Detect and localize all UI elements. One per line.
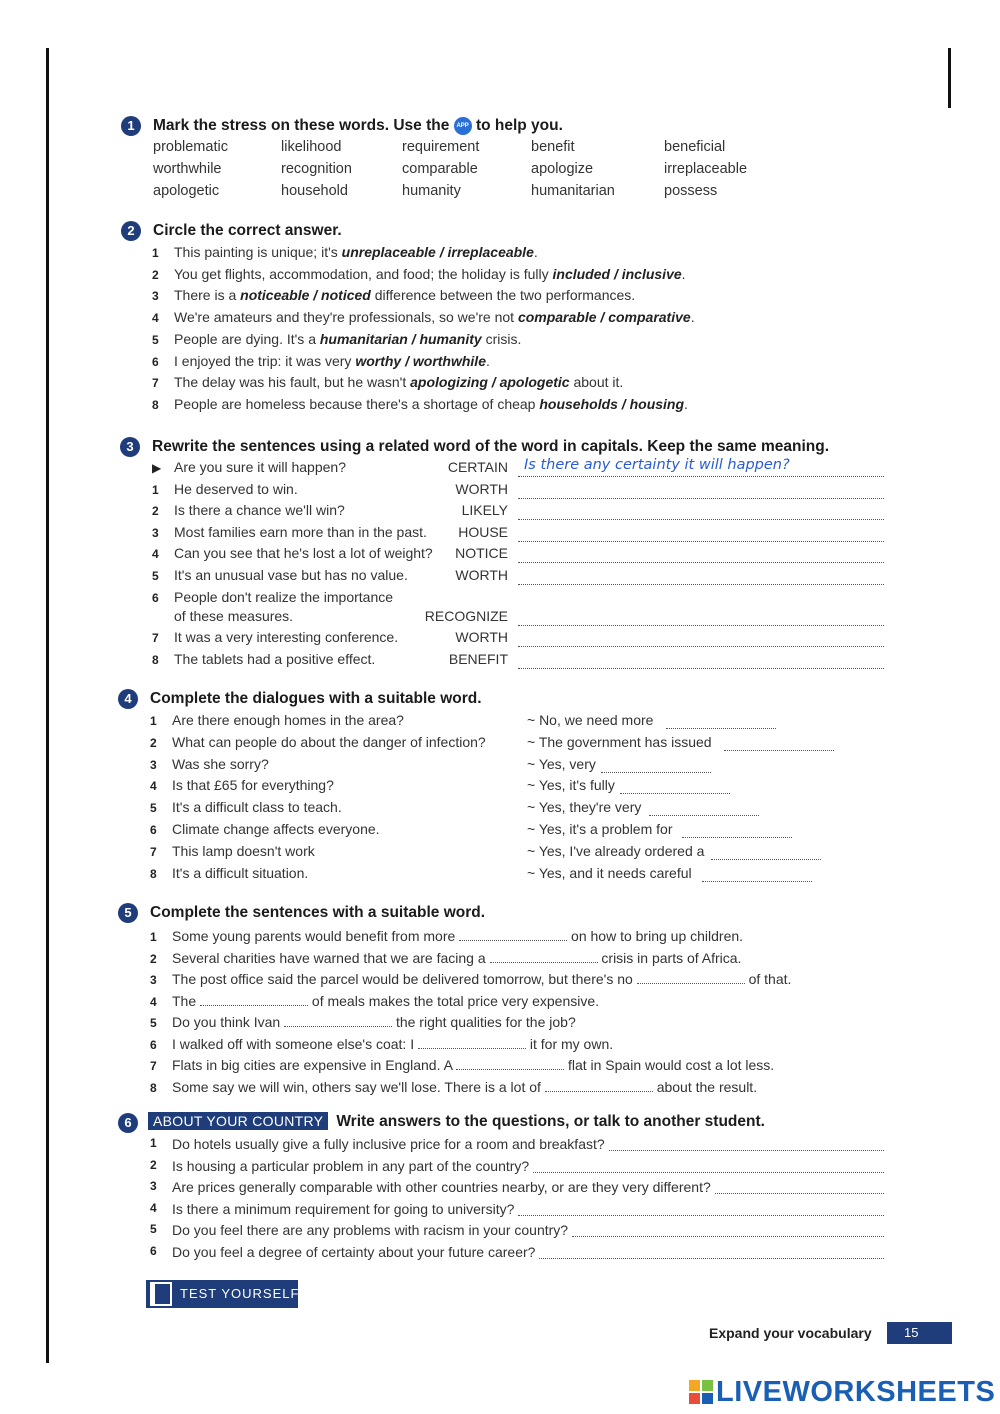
item-number: 6 — [150, 1243, 157, 1258]
liveworksheets-wordmark: LIVEWORKSHEETS — [716, 1376, 996, 1408]
circle-answer-item — [152, 374, 623, 394]
stress-word: beneficial — [664, 139, 726, 155]
question-item — [150, 1158, 884, 1178]
answer-options[interactable]: apologizing / apologetic — [410, 374, 570, 391]
answer-line[interactable] — [518, 562, 884, 563]
item-number: 8 — [152, 653, 159, 667]
item-text: There is a — [174, 287, 241, 304]
sentence-start: Some say we will win, others say we'll lose. There is a lot of — [172, 1078, 541, 1095]
item-text: People are dying. It's a — [174, 330, 320, 347]
dialogue-question: Are there enough homes in the area? — [172, 712, 404, 728]
dialogue-question: It's a difficult situation. — [172, 864, 309, 881]
example-answer: Is there any certainty it will happen? — [524, 457, 790, 473]
item-text: The delay was his fault, but he wasn't — [174, 374, 411, 391]
answer-blank[interactable] — [682, 837, 792, 838]
item-number: 7 — [150, 844, 157, 859]
rewrite-item — [152, 524, 427, 544]
answer-blank[interactable] — [456, 1055, 564, 1070]
item-number: 5 — [152, 332, 159, 347]
exercise-4-number: 4 — [118, 689, 138, 709]
dialogue-response: ~ Yes, it's fully — [527, 777, 615, 794]
exercise-3-heading: Rewrite the sentences using a related word of the word in capitals. Keep the same meaning. — [152, 438, 830, 455]
item-number: 2 — [150, 735, 157, 750]
answer-blank[interactable] — [620, 793, 730, 794]
sentence-end: it for my own. — [529, 1035, 614, 1052]
dialogue-item — [150, 799, 342, 819]
item-number: 6 — [152, 354, 159, 369]
item-number: 5 — [150, 801, 157, 816]
circle-answer-item — [152, 244, 538, 264]
page-number: 15 — [887, 1322, 952, 1344]
item-sentence: Most families earn more than in the past. — [174, 524, 427, 540]
answer-line[interactable] — [518, 584, 884, 585]
exercise-1-heading-text: Mark the stress on these words. Use the — [153, 117, 450, 135]
item-number: 3 — [150, 757, 157, 772]
dialogue-response: ~ Yes, and it needs careful — [527, 864, 692, 881]
answer-options[interactable]: unreplaceable / irreplaceable — [341, 244, 534, 260]
exercise-1-number: 1 — [121, 116, 141, 136]
answer-blank[interactable] — [459, 926, 567, 941]
stress-word: humanity — [402, 183, 461, 199]
stress-word: apologize — [531, 161, 594, 177]
item-text-end: . — [690, 309, 695, 326]
dialogue-item — [150, 843, 315, 863]
stress-word: worthwhile — [153, 161, 222, 177]
dialogue-question: Climate change affects everyone. — [172, 821, 380, 837]
answer-blank[interactable] — [545, 1077, 653, 1092]
item-sentence: He deserved to win. — [174, 481, 298, 497]
app-icon: APP — [454, 117, 472, 135]
question-text: Do hotels usually give a fully inclusive price for a room and breakfast? — [172, 1136, 605, 1152]
item-number: 6 — [150, 1037, 157, 1052]
item-text: This painting is unique; it's — [174, 244, 342, 260]
item-number: 2 — [150, 1157, 157, 1172]
item-text: You get flights, accommodation, and food; the holiday is fully — [174, 265, 553, 282]
answer-line[interactable] — [518, 498, 884, 499]
item-text-end: . — [533, 244, 538, 260]
footer-section-title: Expand your vocabulary — [709, 1325, 872, 1341]
stress-word: irreplaceable — [664, 161, 748, 177]
item-number: 4 — [150, 779, 157, 794]
sentence-start: The — [172, 992, 197, 1009]
answer-line[interactable] — [518, 519, 884, 520]
item-number: 5 — [150, 1222, 157, 1236]
sentence-item — [150, 969, 791, 989]
capital-word: BENEFIT — [448, 651, 508, 667]
dialogue-question: It's a difficult class to teach. — [172, 799, 342, 816]
rewrite-item — [152, 567, 408, 587]
item-text-end: . — [681, 265, 686, 282]
item-sentence-cont: of these measures. — [174, 608, 294, 624]
item-number: 3 — [150, 1179, 157, 1193]
item-sentence: It's an unusual vase but has no value. — [174, 567, 408, 583]
sentence-item — [150, 991, 599, 1011]
item-number: 1 — [152, 483, 159, 497]
item-number: 8 — [152, 397, 159, 412]
answer-blank[interactable] — [200, 991, 308, 1006]
answer-options[interactable]: humanitarian / humanity — [319, 330, 482, 347]
dialogue-response: ~ Yes, it's a problem for — [527, 821, 673, 837]
item-sentence: The tablets had a positive effect. — [174, 651, 376, 667]
rewrite-item — [152, 481, 298, 501]
item-number: 4 — [152, 311, 159, 326]
exercise-6-number: 6 — [118, 1113, 138, 1133]
dialogue-item — [150, 865, 308, 885]
answer-line[interactable] — [518, 625, 884, 626]
dialogue-question: Was she sorry? — [172, 755, 269, 772]
dialogue-item — [150, 777, 334, 797]
book-icon — [150, 1282, 172, 1306]
item-number: 2 — [152, 504, 159, 518]
answer-blank[interactable] — [490, 948, 598, 963]
question-item — [150, 1136, 884, 1156]
item-text-end: . — [684, 395, 688, 412]
stress-word: household — [281, 183, 348, 199]
sentence-item — [150, 1034, 613, 1054]
page-spine-right — [948, 48, 951, 108]
answer-line[interactable] — [715, 1179, 884, 1194]
stress-word: possess — [664, 183, 718, 199]
sentence-end: on how to bring up children. — [571, 928, 744, 944]
dialogue-response: ~ Yes, very — [527, 755, 596, 772]
answer-line[interactable] — [539, 1244, 884, 1259]
sentence-start: I walked off with someone else's coat: I — [172, 1035, 415, 1052]
dialogue-item — [150, 821, 380, 841]
circle-answer-item — [152, 353, 490, 373]
circle-answer-item — [152, 266, 686, 286]
item-number: 8 — [150, 1080, 157, 1095]
question-text: Do you feel a degree of certainty about your future career? — [172, 1243, 536, 1260]
capital-word: WORTH — [455, 481, 508, 497]
dialogue-response: ~ The government has issued — [527, 733, 712, 750]
capital-word: HOUSE — [458, 524, 508, 540]
answer-blank[interactable] — [711, 859, 821, 860]
sentence-item — [150, 948, 741, 968]
test-yourself-label: TEST YOURSELF — [180, 1286, 300, 1301]
answer-blank[interactable] — [637, 969, 745, 984]
dialogue-item — [150, 756, 269, 776]
item-text: We're amateurs and they're professionals, so we're not — [174, 309, 518, 326]
exercise-2-heading: Circle the correct answer. — [153, 222, 342, 239]
sentence-item — [150, 1055, 774, 1075]
circle-answer-item — [152, 287, 635, 307]
stress-word: likelihood — [281, 139, 342, 155]
exercise-5-heading: Complete the sentences with a suitable word. — [150, 904, 486, 921]
answer-blank[interactable] — [724, 750, 834, 751]
item-number: 6 — [150, 823, 157, 837]
item-text: People are homeless because there's a shortage of cheap — [174, 395, 540, 412]
item-number: 4 — [152, 547, 159, 561]
item-number: 5 — [152, 569, 159, 583]
item-number: 7 — [150, 1059, 157, 1073]
item-number: 3 — [152, 526, 159, 540]
exercise-1-heading-text-end: to help you. — [475, 117, 563, 135]
sentence-end: of that. — [748, 971, 792, 987]
stress-word: requirement — [402, 139, 480, 155]
circle-answer-item — [152, 309, 695, 329]
answer-line[interactable] — [533, 1158, 884, 1173]
dialogue-response: ~ Yes, they're very — [527, 799, 642, 816]
answer-options[interactable]: households / housing — [539, 395, 685, 412]
liveworksheets-logo — [689, 1376, 995, 1409]
dialogue-response: ~ No, we need more — [527, 712, 654, 728]
answer-line[interactable] — [518, 646, 884, 647]
item-text-end: about it. — [569, 374, 624, 391]
exercise-3-number: 3 — [120, 437, 140, 457]
answer-line[interactable] — [609, 1136, 884, 1151]
about-your-country-tag: ABOUT YOUR COUNTRY — [148, 1112, 328, 1130]
dialogue-question: What can people do about the danger of infection? — [172, 733, 486, 750]
circle-answer-item — [152, 396, 688, 416]
item-number: 7 — [152, 631, 159, 645]
answer-options[interactable]: included / inclusive — [552, 265, 682, 282]
item-number: 7 — [152, 376, 159, 391]
rewrite-example — [152, 459, 346, 479]
rewrite-item — [152, 629, 398, 649]
question-text: Are prices generally comparable with other countries nearby, or are they very different? — [172, 1179, 711, 1195]
item-number: 1 — [150, 1136, 157, 1150]
stress-word: apologetic — [153, 183, 220, 199]
sentence-end: the right qualities for the job? — [395, 1014, 576, 1030]
question-item — [150, 1244, 884, 1264]
stress-word: comparable — [402, 161, 478, 177]
item-sentence: Can you see that he's lost a lot of weight? — [174, 545, 433, 561]
answer-blank[interactable] — [601, 772, 711, 773]
sentence-item — [150, 1012, 576, 1032]
item-number: 3 — [152, 289, 159, 304]
rewrite-item — [152, 589, 393, 609]
item-text-end: . — [485, 352, 490, 369]
item-number: 4 — [150, 994, 157, 1009]
answer-line — [518, 476, 884, 477]
item-sentence: People don't realize the importance — [174, 589, 394, 605]
item-text-end: difference between the two performances. — [370, 287, 636, 304]
example-sentence: Are you sure it will happen? — [174, 459, 346, 475]
item-text: I enjoyed the trip: it was very — [174, 352, 356, 369]
capital-word: CERTAIN — [447, 459, 508, 475]
item-number: 1 — [150, 930, 157, 944]
answer-blank[interactable] — [666, 728, 776, 729]
answer-options[interactable]: noticeable / noticed — [240, 287, 371, 304]
capital-word: WORTH — [455, 629, 508, 645]
stress-word: benefit — [531, 139, 575, 155]
answer-options[interactable]: comparable / comparative — [517, 309, 691, 326]
item-number: 6 — [152, 591, 159, 605]
item-sentence: Is there a chance we'll win? — [174, 502, 345, 518]
question-text: Is there a minimum requirement for going to university? — [172, 1200, 515, 1217]
stress-word: humanitarian — [531, 183, 615, 199]
exercise-6-heading — [148, 1112, 765, 1131]
dialogue-item — [150, 734, 486, 754]
answer-blank[interactable] — [649, 815, 759, 816]
answer-options[interactable]: worthy / worthwhile — [355, 352, 486, 369]
question-item — [150, 1179, 884, 1199]
answer-blank[interactable] — [284, 1012, 392, 1027]
dialogue-item — [150, 712, 404, 732]
capital-word: LIKELY — [461, 502, 508, 518]
rewrite-item — [152, 502, 345, 522]
exercise-5-number: 5 — [118, 903, 138, 923]
answer-line[interactable] — [518, 668, 884, 669]
capital-word: WORTH — [455, 567, 508, 583]
answer-line[interactable] — [518, 1201, 884, 1216]
item-number: 1 — [150, 714, 157, 728]
test-yourself-button[interactable] — [146, 1280, 298, 1308]
liveworksheets-grid-icon — [689, 1380, 713, 1404]
item-number: 2 — [150, 951, 157, 966]
exercise-4-heading: Complete the dialogues with a suitable word. — [150, 690, 482, 707]
stress-word: problematic — [153, 139, 228, 155]
sentence-end: of meals makes the total price very expensive. — [311, 992, 600, 1009]
dialogue-response: ~ Yes, I've already ordered a — [527, 842, 705, 859]
sentence-end: flat in Spain would cost a lot less. — [567, 1057, 775, 1073]
item-number: 4 — [150, 1200, 157, 1215]
answer-line[interactable] — [518, 541, 884, 542]
example-marker: ▶ — [152, 461, 162, 475]
question-item — [150, 1201, 884, 1221]
item-number: 5 — [150, 1016, 157, 1030]
question-text: Do you feel there are any problems with racism in your country? — [172, 1222, 569, 1238]
capital-word: NOTICE — [455, 545, 508, 561]
rewrite-item — [152, 651, 375, 671]
item-sentence: It was a very interesting conference. — [174, 629, 399, 645]
sentence-item — [150, 1077, 757, 1097]
stress-word: recognition — [281, 161, 352, 177]
sentence-item — [150, 926, 743, 946]
circle-answer-item — [152, 331, 521, 351]
capital-word: RECOGNIZE — [424, 608, 508, 624]
sentence-start: Do you think Ivan — [172, 1014, 281, 1030]
item-number: 2 — [152, 267, 159, 282]
exercise-2-number: 2 — [121, 221, 141, 241]
dialogue-question: Is that £65 for everything? — [172, 777, 334, 794]
answer-blank[interactable] — [418, 1034, 526, 1049]
sentence-start: Flats in big cities are expensive in England. A — [172, 1057, 453, 1073]
page-spine-left — [46, 48, 49, 1363]
dialogue-question: This lamp doesn't work — [172, 842, 315, 859]
item-number: 3 — [150, 973, 157, 987]
sentence-start: The post office said the parcel would be delivered tomorrow, but there's no — [172, 971, 633, 987]
sentence-start: Several charities have warned that we are facing a — [172, 949, 486, 966]
answer-blank[interactable] — [702, 881, 812, 882]
item-number: 8 — [150, 866, 157, 881]
sentence-start: Some young parents would benefit from more — [172, 928, 456, 944]
answer-line[interactable] — [572, 1222, 884, 1237]
item-number: 1 — [152, 246, 159, 260]
sentence-end: about the result. — [656, 1078, 758, 1095]
exercise-1-heading — [153, 117, 563, 135]
item-text-end: crisis. — [481, 330, 522, 347]
question-text: Is housing a particular problem in any part of the country? — [172, 1157, 530, 1174]
question-item — [150, 1222, 884, 1242]
exercise-6-heading-text: Write answers to the questions, or talk to another student. — [336, 1113, 765, 1130]
sentence-end: crisis in parts of Africa. — [601, 949, 742, 966]
